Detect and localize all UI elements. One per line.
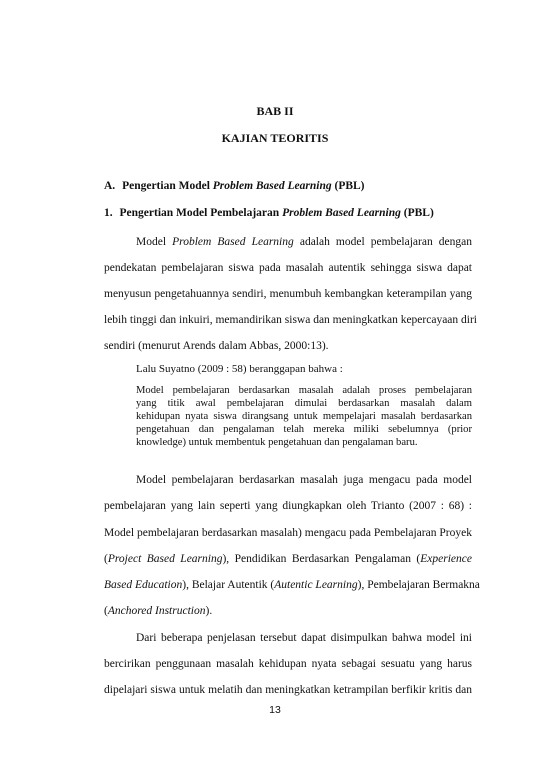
paragraph-2-line-6 (104, 605, 472, 617)
p2-paren-close: ). (205, 605, 213, 617)
section-1-italic: Problem Based Learning (282, 207, 401, 219)
block-quote (136, 384, 472, 449)
p2-text-d: ), Pembelajaran Bermakna (357, 579, 480, 591)
paragraph-3-line-1: Dari beberapa penjelasan tersebut dapat disimpulkan bahwa model ini (136, 632, 472, 644)
p2-paren-open-2: ( (104, 605, 108, 617)
section-a-italic: Problem Based Learning (212, 180, 332, 192)
page-number: 13 (269, 704, 281, 716)
quote-intro: Lalu Suyatno (2009 : 58) beranggapan bahwa : (136, 363, 343, 375)
paragraph-2-line-5 (104, 579, 480, 591)
chapter-title: KAJIAN TEORITIS (221, 131, 329, 145)
paragraph-1-line-3: menyusun pengetahuannya sendiri, menumbuh kembangkan keterampilan yang (104, 288, 472, 300)
p1-text: adalah model pembelajaran (299, 236, 433, 248)
section-1-prefix: 1. (104, 207, 113, 219)
paragraph-2-line-1: Model pembelajaran berdasarkan masalah juga mengacu pada model (136, 474, 472, 486)
paragraph-1-line-5: sendiri (menurut Arends dalam Abbas, 2000:13). (104, 340, 329, 352)
p2-text: ), Pendidikan Berdasarkan Pengalaman ( (222, 553, 421, 565)
paragraph-1-line-1 (136, 236, 472, 248)
p1-italic-pbl: Problem Based Learning (172, 236, 294, 248)
paragraph-1-line-2: pendekatan pembelajaran siswa pada masalah autentik sehingga siswa dapat (104, 262, 472, 274)
section-a-prefix: A. (104, 180, 116, 192)
p2-paren-open: ( (104, 553, 108, 565)
section-a-text: Pengertian Model (122, 180, 213, 192)
paragraph-1-line-4: lebih tinggi dan inkuiri, memandirikan siswa dan meningkatkan kepercayaan diri (104, 314, 478, 326)
paragraph-3-line-3: dipelajari siswa untuk melatih dan meningkatkan ketrampilan berfikir kritis dan (104, 684, 472, 696)
paragraph-2-line-2: pembelajaran yang lain seperti yang diungkapkan oleh Trianto (2007 : 68) : (104, 500, 472, 512)
section-a-heading (104, 180, 365, 192)
p2-italic-anchored: Anchored Instruction (107, 605, 206, 617)
p1-text-end: dengan (438, 236, 473, 248)
p2-italic-experience: Experience (420, 553, 472, 565)
section-a-suffix: (PBL) (331, 180, 365, 192)
p1-word-model: Model (136, 236, 167, 248)
paragraph-2-line-4 (104, 553, 472, 565)
p2-text-b: ), Belajar Autentik ( (182, 579, 275, 591)
section-1-suffix: (PBL) (400, 207, 434, 219)
quote-line-4: pengetahuan dan pengalaman telah mereka miliki sebelumnya (prior (136, 424, 472, 435)
p2-italic-autentic: Autentic Learning (274, 579, 358, 591)
p2-italic-based-education: Based Education (104, 579, 183, 591)
quote-line-3: kehidupan nyata siswa dirangsang untuk mempelajari masalah berdasarkan (136, 411, 472, 422)
quote-line-2: yang titik awal pembelajaran dimulai berdasarkan masalah dalam (136, 398, 472, 409)
paragraph-2-line-3: Model pembelajaran berdasarkan masalah) mengacu pada Pembelajaran Proyek (104, 527, 472, 539)
chapter-number: BAB II (256, 104, 294, 118)
quote-line-1: Model pembelajaran berdasarkan masalah adalah proses pembelajaran (136, 385, 472, 396)
section-1-heading (104, 207, 434, 219)
paragraph-3-line-2: bercirikan penggunaan masalah kehidupan nyata sebagai sesuatu yang harus (104, 658, 472, 670)
p2-italic-project: Project Based Learning (107, 553, 223, 565)
quote-line-5: knowledge) untuk membentuk pengetahuan dan pengalaman baru. (136, 437, 418, 448)
section-1-text: Pengertian Model Pembelajaran (119, 207, 283, 219)
